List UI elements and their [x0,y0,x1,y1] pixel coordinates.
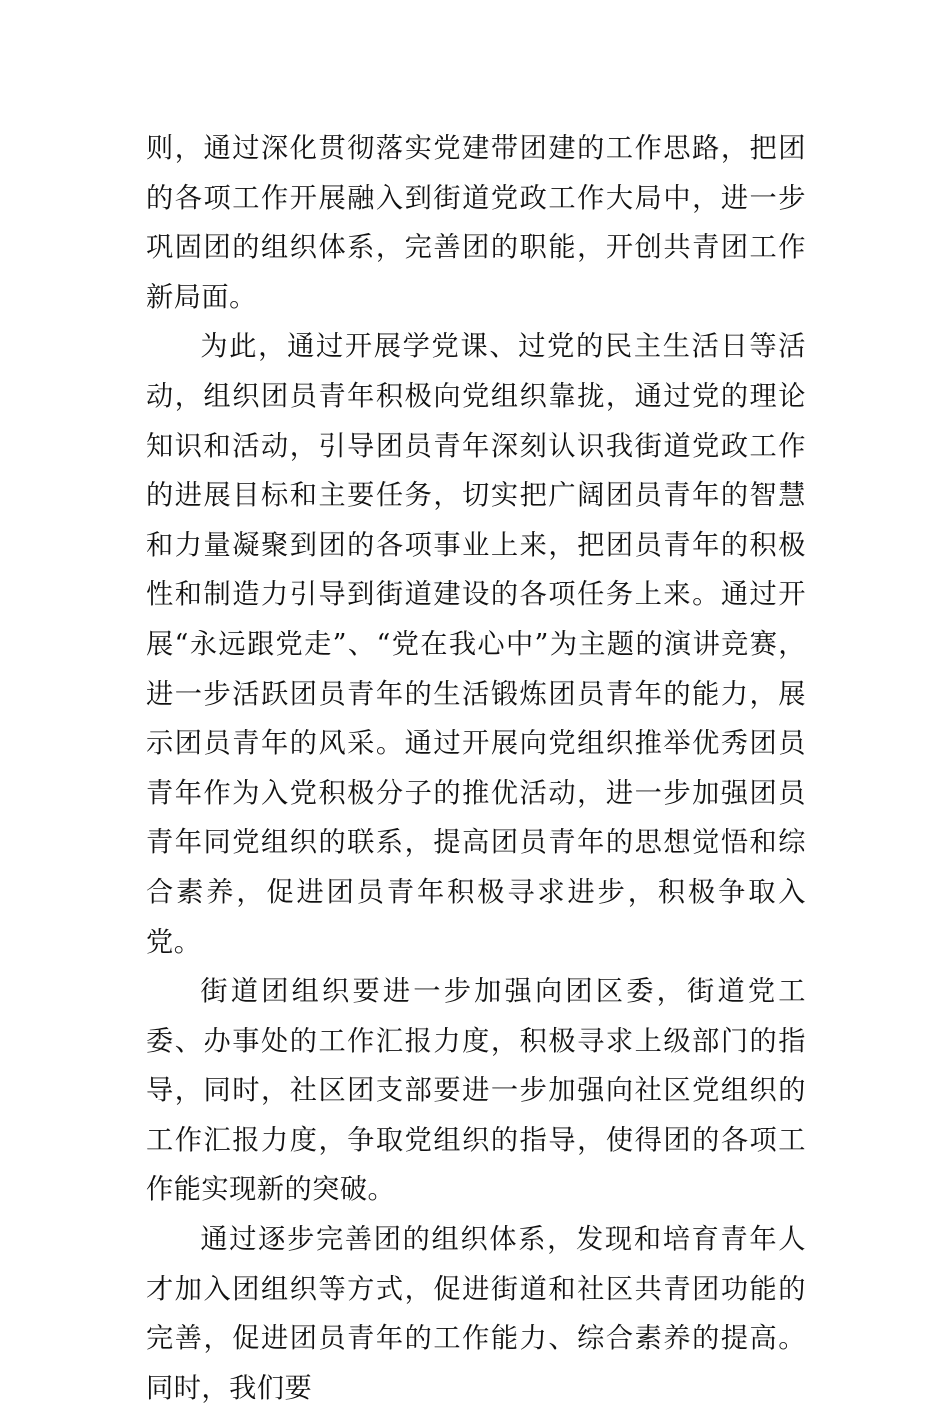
document-body [146,124,806,1413]
paragraph-4: 通过逐步完善团的组织体系，发现和培育青年人才加入团组织等方式，促进街道和社区共青团功能的完善，促进团员青年的工作能力、综合素养的提高。同时，我们要 [146,1224,806,1404]
paragraph-2: 为此，通过开展学党课、过党的民主生活日等活动，组织团员青年积极向党组织靠拢，通过党的理论知识和活动，引导团员青年深刻认识我街道党政工作的进展目标和主要任务，切实把广阔团员青年的智慧和力量凝聚到团的各项事业上来，把团员青年的积极性和制造力引导到街道建设的各项任务上来。通过开展“永远跟党走”、“党在我心中”为主题的演讲竞赛，进一步活跃团员青年的生活锻炼团员青年的能力，展示团员青年的风采。通过开展向党组织推举优秀团员青年作为入党积极分子的推优活动，进一步加强团员青年同党组织的联系，提高团员青年的思想觉悟和综合素养，促进团员青年积极寻求进步，积极争取入党。 [146,331,806,958]
paragraph-3: 街道团组织要进一步加强向团区委，街道党工委、办事处的工作汇报力度，积极寻求上级部门的指导，同时，社区团支部要进一步加强向社区党组织的工作汇报力度，争取党组织的指导，使得团的各项工作能实现新的突破。 [146,976,806,1206]
paragraph-1: 则，通过深化贯彻落实党建带团建的工作思路，把团的各项工作开展融入到街道党政工作大局中，进一步巩固团的组织体系，完善团的职能，开创共青团工作新局面。 [146,133,806,313]
